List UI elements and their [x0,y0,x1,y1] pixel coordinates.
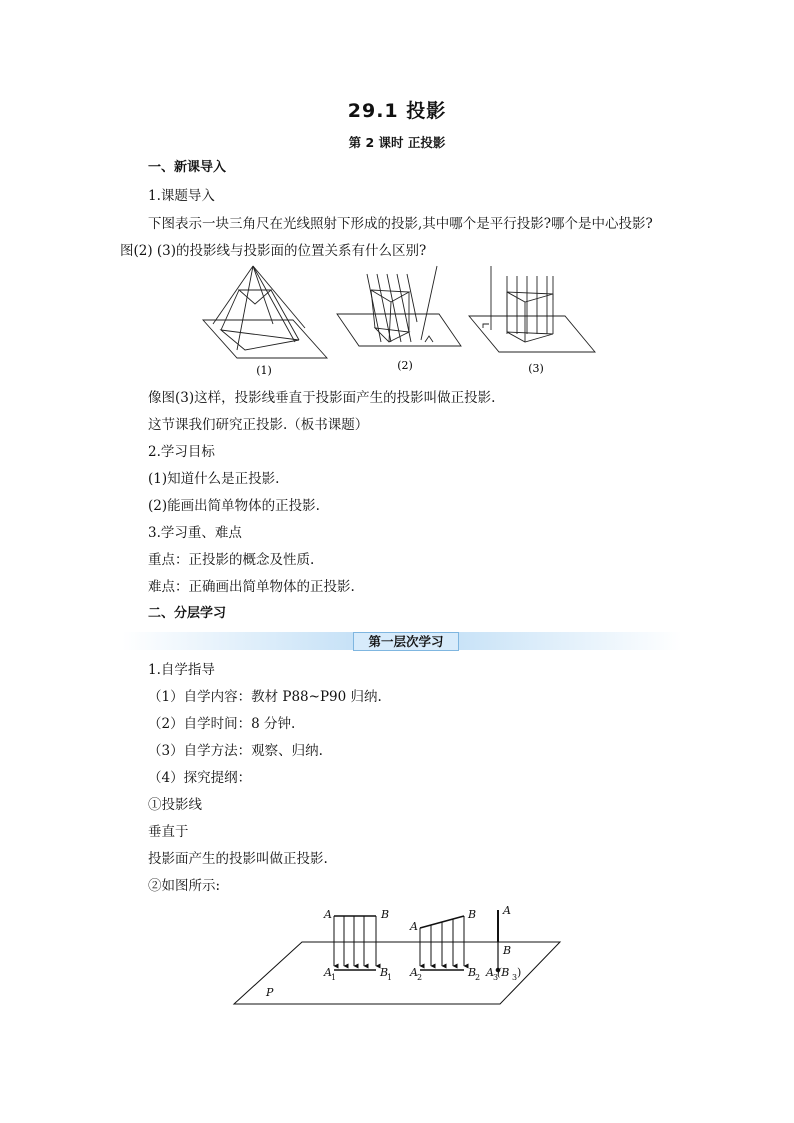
difficulty-text: 难点：正确画出简单物体的正投影. [148,579,355,595]
label-a-perpendicular: A [503,904,511,917]
segment-case-oblique [420,916,464,970]
figure-oblique-projection [337,266,461,346]
level-banner-label: 第一层次学习 [353,632,459,651]
label-b2: B [468,966,477,979]
guide-outline: （4）探究提纲： [148,770,252,786]
label-a2: A [410,966,418,979]
page-title: 29.1 投影 [347,100,447,122]
intro-paragraph-line2: 图(2) (3)的投影线与投影面的位置关系有什么区别? [120,243,427,259]
label-b3-close-paren: ) [517,966,522,979]
label-a3-subscript: 3 [493,973,499,982]
segment-case-perpendicular [496,910,500,972]
page-subtitle: 第 2 课时 正投影 [348,135,446,150]
label-b3: (B [497,966,510,979]
section-heading-1: 一、新课导入 [148,160,227,175]
figure-central-projection [203,266,327,358]
guide-method: （3）自学方法：观察、归纳. [148,743,323,759]
figure-1-label: (1) [256,364,272,377]
question-1-answer: 垂直于 [148,824,189,840]
label-b1: B [380,966,389,979]
goal-item-2: (2)能画出简单物体的正投影. [148,498,320,514]
label-a2-subscript: 2 [417,973,423,982]
figure-3-label: (3) [528,362,544,375]
subheading-key-points: 3.学习重、难点 [148,525,242,541]
label-a1: A [324,966,332,979]
self-study-guide-heading: 1.自学指导 [148,662,215,678]
label-a: A [324,908,332,921]
label-b2-subscript: 2 [475,973,481,982]
segment-projection-figure [230,900,566,1008]
definition-paragraph: 像图(3)这样，投影线垂直于投影面产生的投影叫做正投影. [148,390,496,406]
section-heading-2: 二、分层学习 [148,606,227,621]
label-b1-subscript: 1 [387,973,393,982]
label-b: B [381,908,390,921]
key-point-text: 重点：正投影的概念及性质. [148,552,315,568]
projection-figures [195,262,600,380]
subheading-goals: 2.学习目标 [148,444,215,460]
label-a3: A [486,966,494,979]
question-2-prompt: ②如图所示: [148,878,221,894]
subheading-topic-intro: 1.课题导入 [148,188,215,204]
guide-time: （2）自学时间：8 分钟. [148,716,296,732]
question-1-conclusion: 投影面产生的投影叫做正投影. [148,851,328,867]
label-a1-subscript: 1 [331,973,337,982]
label-b-oblique: B [468,908,477,921]
figure-2-label: (2) [397,359,413,372]
label-a-oblique: A [410,920,418,933]
question-1-prompt: ①投影线 [148,797,202,813]
label-b-perpendicular: B [503,944,512,957]
label-b3-subscript: 3 [512,973,518,982]
segment-case-parallel [334,916,376,970]
intro-paragraph-line1: 下图表示一块三角尺在光线照射下形成的投影,其中哪个是平行投影?哪个是中心投影? [148,216,653,232]
label-plane-p: P [266,986,274,999]
goal-item-1: (1)知道什么是正投影. [148,471,280,487]
figure-orthographic-projection [469,266,595,352]
guide-content: （1）自学内容：教材 P88~P90 归纳. [148,689,382,705]
lesson-topic-paragraph: 这节课我们研究正投影.（板书课题） [148,417,369,433]
